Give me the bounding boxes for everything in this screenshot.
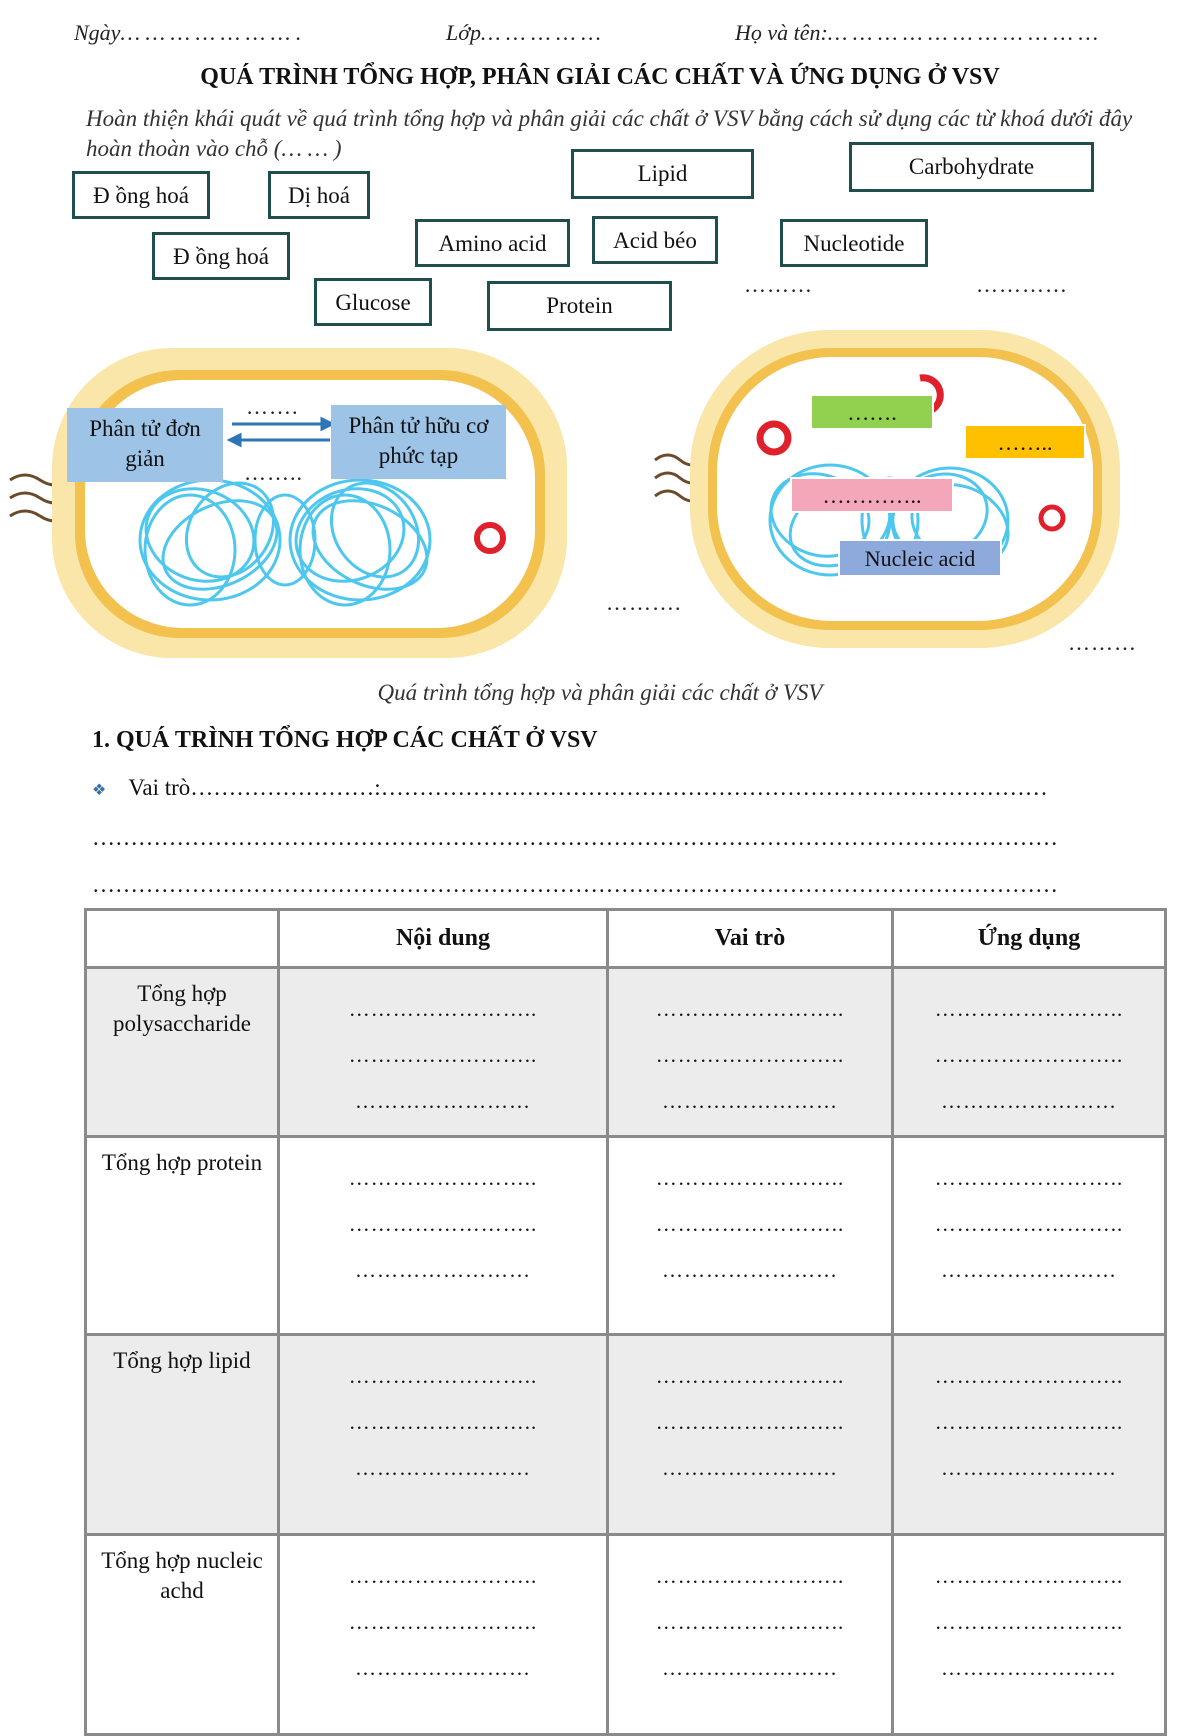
- dot-line[interactable]: ……………………..: [934, 1564, 1124, 1588]
- keyword-protein[interactable]: Protein: [487, 281, 672, 331]
- dot-line[interactable]: ……………………..: [348, 997, 538, 1021]
- keyword-dong-hoa-2[interactable]: Đ ồng hoá: [152, 232, 290, 280]
- cell-content[interactable]: [279, 968, 608, 1137]
- header-content: Nội dung: [279, 910, 608, 968]
- cell-content[interactable]: [279, 1137, 608, 1335]
- blank-top-1[interactable]: ………: [744, 272, 813, 297]
- label-simple-molecule: Phân tử đơn giản: [67, 408, 223, 482]
- cell-application[interactable]: [893, 1535, 1166, 1735]
- dot-line[interactable]: ……………………..: [934, 997, 1124, 1021]
- blank-lower-right[interactable]: ………: [1068, 630, 1137, 655]
- table-row: [86, 1137, 1166, 1335]
- dot-line[interactable]: ……………………..: [655, 1166, 845, 1190]
- row-label-lipid: Tổng hợp lipid: [86, 1335, 279, 1535]
- dot-line[interactable]: ……………………: [941, 1258, 1117, 1282]
- dot-line[interactable]: ……………………: [355, 1456, 531, 1480]
- dot-line[interactable]: ……………………: [941, 1656, 1117, 1680]
- date-field[interactable]: Ngày… … … … … … … .: [74, 20, 302, 45]
- dot-line[interactable]: ……………………..: [655, 1364, 845, 1388]
- dot-line[interactable]: ……………………..: [934, 1166, 1124, 1190]
- dot-line[interactable]: ……………………..: [934, 1364, 1124, 1388]
- table-header-row: [86, 910, 1166, 968]
- keyword-glucose[interactable]: Glucose: [314, 278, 432, 326]
- bullet-icon: ❖: [92, 782, 107, 799]
- label-nucleic-acid: Nucleic acid: [838, 539, 1002, 577]
- cell-role[interactable]: [608, 1335, 893, 1535]
- dot-line[interactable]: ……………………..: [348, 1043, 538, 1067]
- dot-line[interactable]: ……………………: [941, 1089, 1117, 1113]
- row-label-polysaccharide: Tổng hợp polysaccharide: [86, 968, 279, 1137]
- answer-line-2[interactable]: ………………………………………………………………………………………………………………: [92, 872, 1058, 897]
- cell-content[interactable]: [279, 1335, 608, 1535]
- dot-line[interactable]: ……………………..: [934, 1410, 1124, 1434]
- blank-lower-middle[interactable]: ……….: [606, 590, 682, 615]
- dot-line[interactable]: ……………………: [941, 1456, 1117, 1480]
- cell-application[interactable]: [893, 968, 1166, 1137]
- header-application: Ứng dụng: [893, 910, 1166, 968]
- cell-role[interactable]: [608, 1137, 893, 1335]
- cell-application[interactable]: [893, 1137, 1166, 1335]
- role-text: Vai trò……………………:……………………………………………………………………………: [128, 775, 1048, 800]
- keyword-acid-beo[interactable]: Acid béo: [592, 216, 718, 264]
- page-title: QUÁ TRÌNH TỔNG HỢP, PHÂN GIẢI CÁC CHẤT VÀ ỨNG DỤNG Ở VSV: [200, 64, 1000, 90]
- dot-line[interactable]: ……………………..: [655, 1212, 845, 1236]
- diagram-caption: Quá trình tổng hợp và phân giải các chất ở VSV: [377, 680, 823, 705]
- keyword-di-hoa[interactable]: Dị hoá: [268, 171, 370, 219]
- dot-line[interactable]: ……………………..: [655, 1564, 845, 1588]
- header-role: Vai trò: [608, 910, 893, 968]
- dot-line[interactable]: ……………………: [662, 1656, 838, 1680]
- dot-line[interactable]: ……………………..: [348, 1212, 538, 1236]
- dot-line[interactable]: ……………………..: [348, 1364, 538, 1388]
- dot-line[interactable]: ……………………..: [348, 1564, 538, 1588]
- dot-line[interactable]: ……………………..: [655, 1610, 845, 1634]
- dot-line[interactable]: ……………………..: [348, 1410, 538, 1434]
- blank-pink[interactable]: …………..: [790, 477, 954, 513]
- cell-role[interactable]: [608, 1535, 893, 1735]
- dot-line[interactable]: ……………………..: [655, 997, 845, 1021]
- dot-line[interactable]: ……………………..: [348, 1610, 538, 1634]
- blank-orange[interactable]: ……..: [964, 424, 1086, 460]
- dot-line[interactable]: ……………………: [662, 1089, 838, 1113]
- section-heading: 1. QUÁ TRÌNH TỔNG HỢP CÁC CHẤT Ở VSV: [92, 727, 598, 753]
- worksheet-table: [84, 908, 1167, 1736]
- table-row: [86, 1335, 1166, 1535]
- dot-line[interactable]: ……………………..: [934, 1610, 1124, 1634]
- dot-line[interactable]: ……………………: [355, 1089, 531, 1113]
- blank-arrow-top[interactable]: …….: [246, 394, 299, 419]
- cell-content[interactable]: [279, 1535, 608, 1735]
- dot-line[interactable]: ……………………: [662, 1456, 838, 1480]
- dot-line[interactable]: ……………………..: [934, 1043, 1124, 1067]
- blank-green[interactable]: …….: [810, 394, 934, 430]
- dot-line[interactable]: ……………………..: [655, 1410, 845, 1434]
- table-row: [86, 968, 1166, 1137]
- label-complex-molecule: Phân tử hữu cơ phức tạp: [331, 405, 506, 479]
- cell-application[interactable]: [893, 1335, 1166, 1535]
- class-field[interactable]: Lớp… … … … …: [446, 20, 601, 45]
- dot-line[interactable]: ……………………..: [348, 1166, 538, 1190]
- answer-line-1[interactable]: ………………………………………………………………………………………………………………: [92, 825, 1058, 850]
- keyword-carbohydrate[interactable]: Carbohydrate: [849, 142, 1094, 192]
- keyword-dong-hoa-1[interactable]: Đ ồng hoá: [72, 171, 210, 219]
- role-bullet[interactable]: [92, 775, 1048, 801]
- dot-line[interactable]: ……………………: [355, 1656, 531, 1680]
- name-field[interactable]: Họ và tên:… … … … … … … … … … …: [735, 20, 1099, 45]
- row-label-nucleic-acid: Tổng hợp nucleic achd: [86, 1535, 279, 1735]
- cell-role[interactable]: [608, 968, 893, 1137]
- keyword-nucleotide[interactable]: Nucleotide: [780, 219, 928, 267]
- blank-top-2[interactable]: …………: [976, 272, 1068, 297]
- keyword-amino-acid[interactable]: Amino acid: [415, 219, 570, 267]
- row-label-protein: Tổng hợp protein: [86, 1137, 279, 1335]
- dot-line[interactable]: ……………………: [662, 1258, 838, 1282]
- keyword-lipid[interactable]: Lipid: [571, 149, 754, 199]
- blank-arrow-bottom[interactable]: ……..: [244, 460, 303, 485]
- dot-line[interactable]: ……………………..: [934, 1212, 1124, 1236]
- dot-line[interactable]: ……………………..: [655, 1043, 845, 1067]
- instruction-text: Hoàn thiện khái quát về quá trình tổng hợp và phân giải các chất ở VSV bằng cách sử dụng các từ khoá dưới đây hoàn thoàn vào chỗ (… … ): [86, 106, 1133, 161]
- bacteria-diagram: [0, 330, 1200, 680]
- dot-line[interactable]: ……………………: [355, 1258, 531, 1282]
- header-empty: [86, 910, 279, 968]
- table-row: [86, 1535, 1166, 1735]
